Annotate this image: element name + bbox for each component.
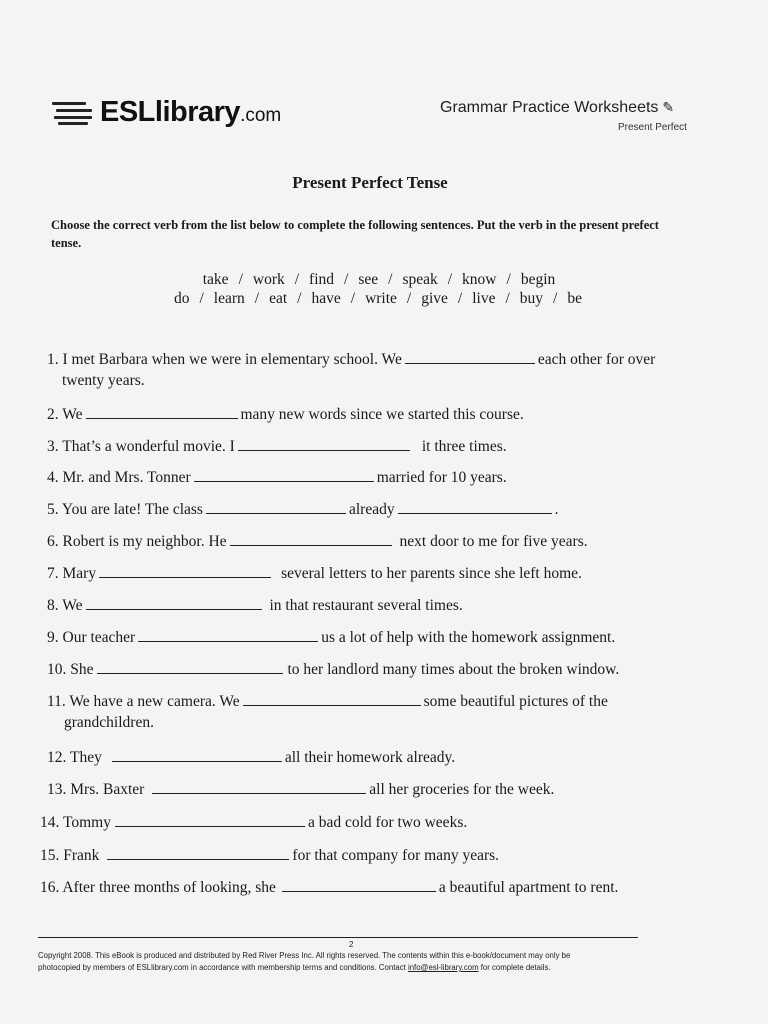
verb-option: write bbox=[365, 290, 397, 307]
question-2: 2. We many new words since we started this course. bbox=[47, 406, 524, 423]
question-11-cont: grandchildren. bbox=[64, 714, 154, 731]
separator: / bbox=[553, 290, 558, 307]
separator: / bbox=[505, 290, 510, 307]
verb-option: take bbox=[202, 271, 229, 288]
copyright-line-1: Copyright 2008. This eBook is produced and distributed by Red River Press Inc. All rights reserved. The contents within this e-book/document may only be bbox=[38, 951, 571, 960]
verb-option: have bbox=[311, 290, 341, 307]
verb-list-row-1 bbox=[0, 271, 763, 289]
separator: / bbox=[447, 271, 453, 288]
answer-blank[interactable] bbox=[152, 779, 366, 794]
answer-blank[interactable] bbox=[99, 563, 271, 578]
series-subtitle: Present Perfect bbox=[618, 122, 687, 133]
answer-blank[interactable] bbox=[398, 499, 552, 514]
answer-blank[interactable] bbox=[112, 747, 282, 762]
separator: / bbox=[457, 290, 463, 307]
question-3: 3. That’s a wonderful movie. I it three times. bbox=[47, 438, 507, 455]
question-7: 7. Mary several letters to her parents since she left home. bbox=[47, 565, 582, 582]
question-11: 11. We have a new camera. We some beautiful pictures of the bbox=[47, 693, 608, 710]
verb-option: speak bbox=[402, 271, 438, 288]
question-12: 12. They all their homework already. bbox=[47, 749, 456, 766]
answer-blank[interactable] bbox=[107, 845, 289, 860]
verb-option: find bbox=[309, 271, 335, 288]
verb-option: give bbox=[421, 290, 448, 307]
answer-blank[interactable] bbox=[115, 812, 305, 827]
contact-email-link[interactable]: info@esl-library.com bbox=[407, 963, 479, 972]
question-14: 14. Tommy a bad cold for two weeks. bbox=[40, 814, 468, 831]
answer-blank[interactable] bbox=[282, 877, 436, 892]
separator: / bbox=[406, 290, 412, 307]
series-title: Grammar Practice Worksheets ✎ bbox=[440, 99, 675, 116]
separator: / bbox=[199, 290, 204, 307]
answer-blank[interactable] bbox=[230, 531, 392, 546]
verb-option: begin bbox=[520, 271, 556, 288]
page-number: 2 bbox=[349, 940, 354, 949]
verb-option: know bbox=[462, 271, 497, 288]
pencil-icon: ✎ bbox=[662, 99, 675, 115]
worksheet-title: Present Perfect Tense bbox=[292, 173, 448, 192]
separator: / bbox=[294, 271, 300, 288]
answer-blank[interactable] bbox=[243, 691, 421, 706]
question-9: 9. Our teacher us a lot of help with the homework assignment. bbox=[47, 629, 616, 646]
verb-option: buy bbox=[519, 290, 544, 307]
verb-option: do bbox=[173, 290, 190, 307]
question-16: 16. After three months of looking, she a beautiful apartment to rent. bbox=[40, 879, 619, 896]
separator: / bbox=[297, 290, 302, 307]
verb-option: see bbox=[358, 271, 379, 288]
book-stack-icon bbox=[52, 100, 96, 126]
separator: / bbox=[388, 271, 393, 288]
answer-blank[interactable] bbox=[194, 467, 374, 482]
question-15: 15. Frank for that company for many years. bbox=[40, 847, 500, 864]
logo-text: ESLlibrary.com bbox=[100, 96, 282, 128]
copyright-notice bbox=[38, 950, 678, 974]
question-1-cont: twenty years. bbox=[62, 372, 145, 389]
answer-blank[interactable] bbox=[238, 436, 410, 451]
verb-option: eat bbox=[269, 290, 288, 307]
separator: / bbox=[238, 271, 243, 288]
footer-divider bbox=[38, 937, 638, 938]
copyright-line-2: photocopied by members of ESLlibrary.com in accordance with membership terms and conditions. Contact info@esl-library.com for complete details. bbox=[38, 963, 551, 972]
verb-option: live bbox=[472, 290, 496, 307]
verb-option: learn bbox=[213, 290, 245, 307]
question-6: 6. Robert is my neighbor. He next door to me for five years. bbox=[47, 533, 588, 550]
answer-blank[interactable] bbox=[206, 499, 346, 514]
answer-blank[interactable] bbox=[86, 404, 238, 419]
answer-blank[interactable] bbox=[138, 627, 318, 642]
question-5: 5. You are late! The class already . bbox=[47, 501, 559, 518]
verb-option: be bbox=[567, 290, 582, 307]
separator: / bbox=[254, 290, 260, 307]
verb-list-row-2 bbox=[0, 290, 762, 308]
answer-blank[interactable] bbox=[405, 349, 535, 364]
separator: / bbox=[350, 290, 356, 307]
question-4: 4. Mr. and Mrs. Tonner married for 10 years. bbox=[47, 469, 507, 486]
separator: / bbox=[344, 271, 349, 288]
esl-library-logo bbox=[52, 96, 281, 129]
question-10: 10. She to her landlord many times about the broken window. bbox=[47, 661, 620, 678]
verb-option: work bbox=[252, 271, 285, 288]
question-8: 8. We in that restaurant several times. bbox=[47, 597, 463, 614]
question-13: 13. Mrs. Baxter all her groceries for the week. bbox=[47, 781, 555, 798]
answer-blank[interactable] bbox=[86, 595, 262, 610]
instructions: Choose the correct verb from the list below to complete the following sentences. Put the verb in the present prefect tense. bbox=[51, 218, 659, 250]
answer-blank[interactable] bbox=[97, 659, 283, 674]
separator: / bbox=[506, 271, 511, 288]
question-1: 1. I met Barbara when we were in elementary school. We each other for over bbox=[47, 351, 656, 368]
